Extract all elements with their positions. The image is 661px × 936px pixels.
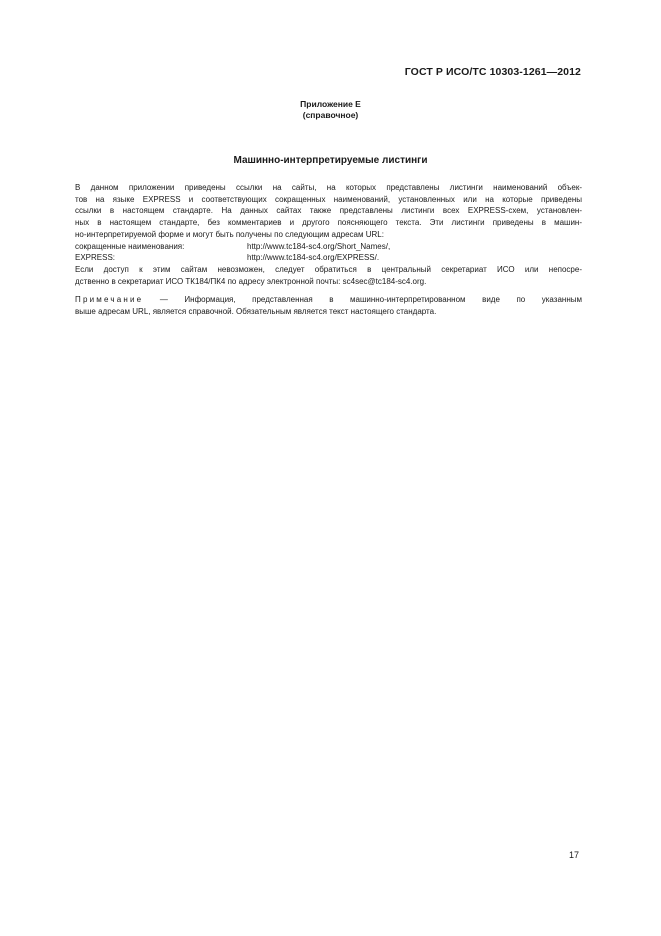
url-label: EXPRESS: xyxy=(75,253,116,263)
paragraph-line: В данном приложении приведены ссылки на сайты, на которых представлены листинги наименований объек- xyxy=(75,183,582,192)
page-number: 17 xyxy=(568,850,579,860)
paragraph-line: тов на языке EXPRESS и соответствующих сокращенных наименований, установленных или на которые приведены xyxy=(75,194,582,204)
note-line xyxy=(46,294,582,306)
paragraph-line: Если доступ к этим сайтам невозможен, следует обратиться в центральный секретариат ИСО или непосре- xyxy=(75,264,582,274)
paragraph-contact xyxy=(46,264,582,287)
note-line: выше адресам URL, является справочной. Обязательным является текст настоящего стандарта. xyxy=(75,307,437,317)
url-row-express xyxy=(46,252,582,264)
annex-heading xyxy=(0,99,661,121)
note-text: — Информация, представленная в машинно-интерпретированном виде по указанным xyxy=(159,295,582,305)
paragraph-line: ных в настоящем стандарте, без комментариев и другого поясняющего текста. Эти листинги приведены в машин- xyxy=(75,218,582,228)
annex-subtitle: (справочное) xyxy=(302,110,359,120)
paragraph-line: ссылки в настоящем стандарте. На данных сайтах также представлены листинги всех EXPRESS-схем, установлен- xyxy=(75,206,582,216)
url-link[interactable]: http://www.tc184-sc4.org/Short_Names/, xyxy=(247,241,391,251)
section-title: Машинно-интерпретируемые листинги xyxy=(233,155,428,166)
paragraph-line: но-интерпретируемой форме и могут быть получены по следующим адресам URL: xyxy=(75,229,384,239)
body-text xyxy=(46,182,582,318)
annex-title: Приложение Е xyxy=(300,99,361,109)
paragraph-line: дственно в секретариат ИСО ТК184/ПК4 по адресу электронной почты: sc4sec@tc184-sc4.org. xyxy=(75,276,427,286)
note-label: Примечание xyxy=(75,295,144,305)
url-label: сокращенные наименования: xyxy=(75,241,185,251)
standard-code-header: ГОСТ Р ИСО/ТС 10303-1261—2012 xyxy=(404,66,581,78)
url-link[interactable]: http://www.tc184-sc4.org/EXPRESS/. xyxy=(247,253,380,263)
paragraph-intro xyxy=(46,182,582,241)
note xyxy=(46,294,582,317)
url-row-short-names xyxy=(46,241,582,253)
